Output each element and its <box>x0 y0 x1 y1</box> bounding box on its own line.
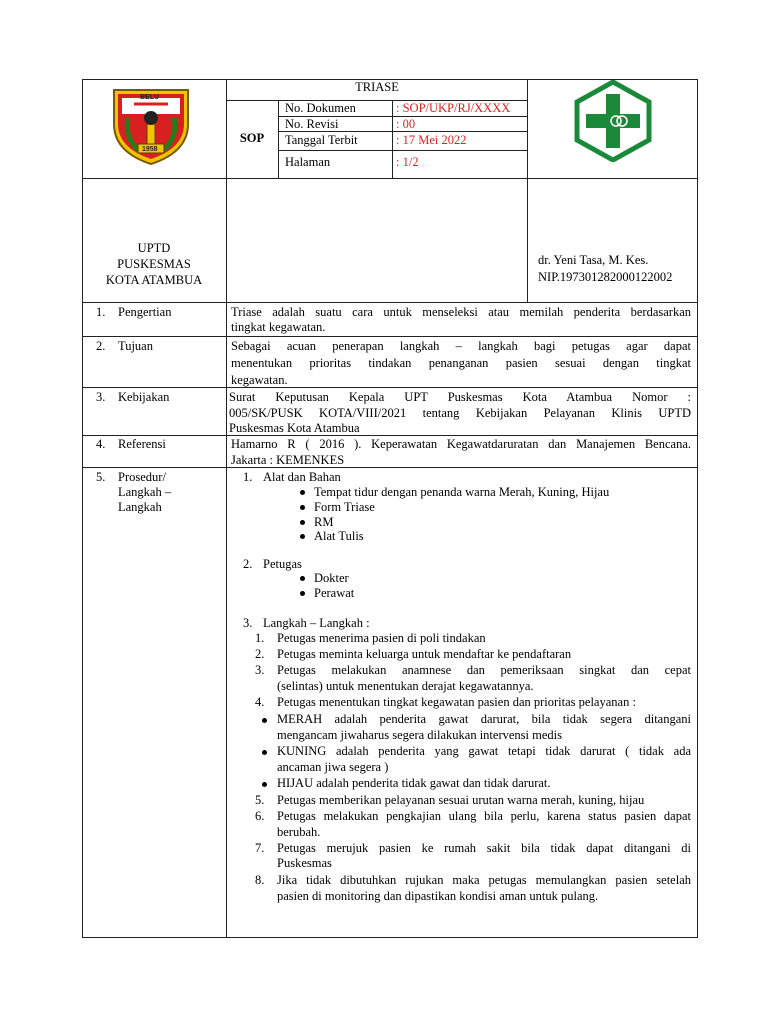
sop-label: SOP <box>239 131 265 145</box>
bullet-icon <box>262 782 267 787</box>
page-value: : 1/2 <box>396 155 419 169</box>
signer-nip: NIP.197301282000122002 <box>538 270 673 284</box>
document-title: TRIASE <box>355 80 399 94</box>
belu-regency-logo <box>108 84 194 166</box>
signer-name: dr. Yeni Tasa, M. Kes. <box>538 253 649 267</box>
logo-text-year: 1958 <box>142 146 158 153</box>
bullet-icon <box>300 505 305 510</box>
issue-date-value: : 17 Mei 2022 <box>396 133 467 147</box>
issue-date-label: Tanggal Terbit <box>285 133 358 147</box>
revision-value: : 00 <box>396 117 416 131</box>
bullet-icon <box>300 490 305 495</box>
bullet-icon <box>300 520 305 525</box>
revision-label: No. Revisi <box>285 117 339 131</box>
logo-text-belu: BELU <box>140 94 160 101</box>
bullet-icon <box>300 534 305 539</box>
page-label: Halaman <box>285 155 331 169</box>
doc-number-value: : SOP/UKP/RJ/XXXX <box>396 101 511 115</box>
doc-number-label: No. Dokumen <box>285 101 356 115</box>
bullet-icon <box>300 576 305 581</box>
bullet-icon <box>262 750 267 755</box>
bullet-icon <box>262 718 267 723</box>
puskesmas-logo <box>572 80 654 162</box>
bullet-icon <box>300 591 305 596</box>
